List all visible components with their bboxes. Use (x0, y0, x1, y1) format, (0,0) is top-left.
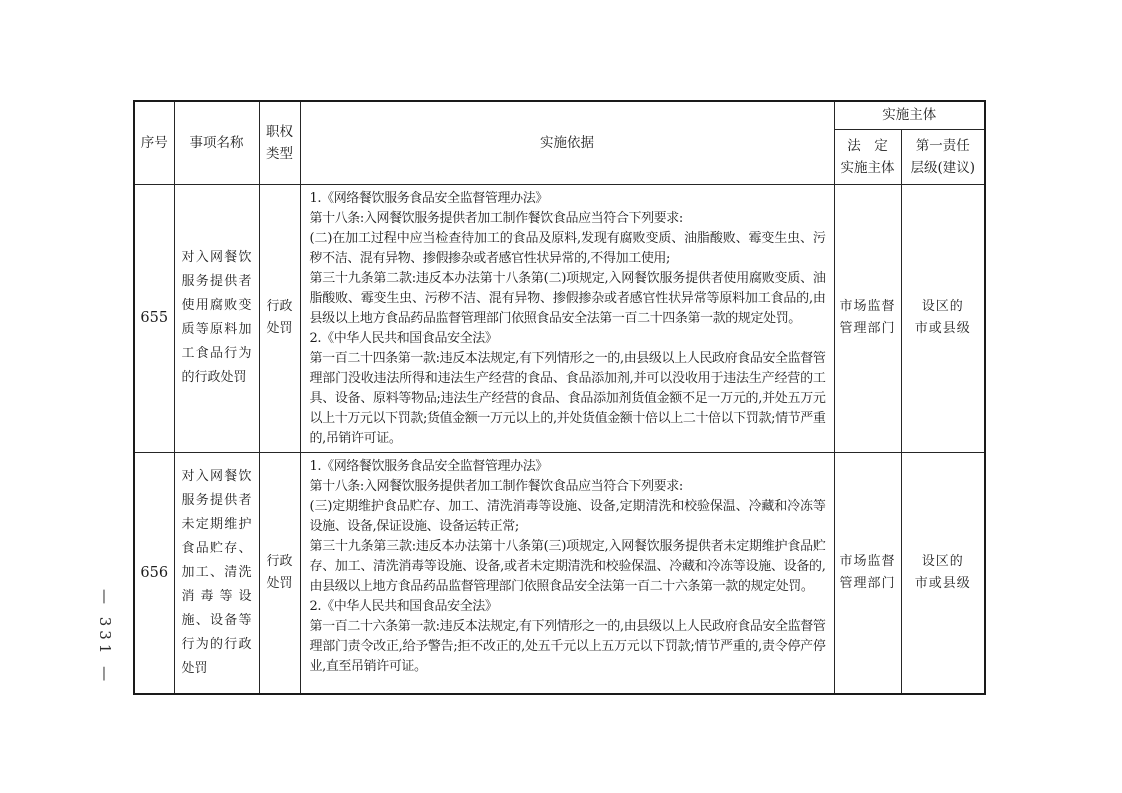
responsibility-level-cell (901, 184, 985, 452)
text-line: 第一百二十六条第一款:违反本法规定,有下列情形之一的,由县级以上人民政府食品安全监督管理部门责令改正,给予警告;拒不改正的,处五千元以上五万元以下罚款;情节严重的,责令停产停业,直至吊销许可证。 (309, 618, 826, 674)
header-legal-subject (834, 129, 901, 184)
header-basis: 实施依据 (300, 101, 834, 184)
text-line: 行政 (266, 553, 293, 569)
item-name-cell: 对入网餐饮服务提供者未定期维护食品贮存、加工、清洗消毒等设施、设备等行为的行政处罚 (174, 452, 259, 694)
text-line: 层级(建议) (910, 159, 976, 176)
header-item-name: 事项名称 (174, 101, 259, 184)
text-line: 市场监督 (839, 299, 896, 314)
text-line: 1.《网络餐饮服务食品安全监督管理办法》 (309, 458, 548, 474)
item-name-cell: 对入网餐饮服务提供者使用腐败变质等原料加工食品行为的行政处罚 (174, 184, 259, 452)
header-subject-group: 实施主体 (834, 101, 985, 129)
text-line: 管理部门 (839, 321, 896, 336)
legal-subject-cell (834, 452, 901, 694)
administrative-power-table (133, 100, 986, 695)
header-responsibility-level (901, 129, 985, 184)
power-type-cell (259, 184, 300, 452)
page-number: — 331 — (96, 588, 114, 686)
header-power-type (259, 101, 300, 184)
text-line: (二)在加工过程中应当检查待加工的食品及原料,发现有腐败变质、油脂酸败、霉变生虫、污秽不洁、混有异物、掺假掺杂或者感官性状异常的,不得加工使用; (309, 230, 826, 266)
text-line: 第十八条:入网餐饮服务提供者加工制作餐饮食品应当符合下列要求: (309, 478, 683, 494)
text-line: 2.《中华人民共和国食品安全法》 (309, 598, 498, 614)
text-line: 设区的 (921, 553, 964, 569)
text-line: 第三十九条第二款:违反本办法第十八条第(二)项规定,入网餐饮服务提供者使用腐败变质、油脂酸败、霉变生虫、污秽不洁、混有异物、掺假掺杂或者感官性状异常等原料加工食品的,由县级以上地方食品药品监督管理部门依照食品安全法第一百二十四条第一款的规定处罚。 (309, 270, 826, 326)
text-line: 行政 (266, 299, 293, 314)
text-line: 第一百二十四条第一款:违反本法规定,有下列情形之一的,由县级以上人民政府食品安全监督管理部门没收违法所得和违法生产经营的食品、食品添加剂,并可以没收用于违法生产经营的工具、设备、原料等物品;违法生产经营的食品、食品添加剂货值金额不足一万元的,并处五万元以上十万元以下罚款;货值金额一万元以上的,并处货值金额十倍以上二十倍以下罚款;情节严重的,吊销许可证。 (309, 350, 826, 446)
text-line: 市或县级 (914, 575, 971, 591)
table-row-655 (134, 184, 985, 452)
power-type-cell (259, 452, 300, 694)
basis-cell (300, 184, 834, 452)
legal-subject-cell (834, 184, 901, 452)
text-line: 第十八条:入网餐饮服务提供者加工制作餐饮食品应当符合下列要求: (309, 210, 683, 226)
text-line: 市或县级 (914, 321, 971, 336)
text-line: 处罚 (266, 575, 293, 591)
text-line: 实施主体 (840, 159, 895, 176)
text-line: 设区的 (921, 299, 964, 314)
text-line: 第三十九条第三款:违反本办法第十八条第(三)项规定,入网餐饮服务提供者未定期维护食品贮存、加工、清洗消毒等设施、设备,或者未定期清洗和校验保温、冷藏和冷冻等设施、设备的,由县级以上地方食品药品监督管理部门依照食品安全法第一百二十六条第一款的规定处罚。 (309, 538, 826, 594)
text-line: 市场监督 (839, 553, 896, 569)
text-line: 职权 (266, 123, 293, 140)
text-line: 处罚 (266, 321, 293, 336)
header-serial: 序号 (134, 101, 174, 184)
table-row-656 (134, 452, 985, 694)
responsibility-level-cell (901, 452, 985, 694)
text-line: 1.《网络餐饮服务食品安全监督管理办法》 (309, 190, 548, 206)
text-line: (三)定期维护食品贮存、加工、清洗消毒等设施、设备,定期清洗和校验保温、冷藏和冷冻等设施、设备,保证设施、设备运转正常; (309, 498, 826, 534)
text-line: 类型 (266, 145, 293, 162)
text-line: 第一责任 (915, 137, 970, 154)
serial-cell: 655 (134, 184, 174, 452)
table-header (134, 101, 985, 184)
text-line: 法 定 (847, 137, 888, 154)
text-line: 2.《中华人民共和国食品安全法》 (309, 330, 498, 346)
serial-cell: 656 (134, 452, 174, 694)
basis-cell (300, 452, 834, 694)
text-line: 管理部门 (839, 575, 896, 591)
